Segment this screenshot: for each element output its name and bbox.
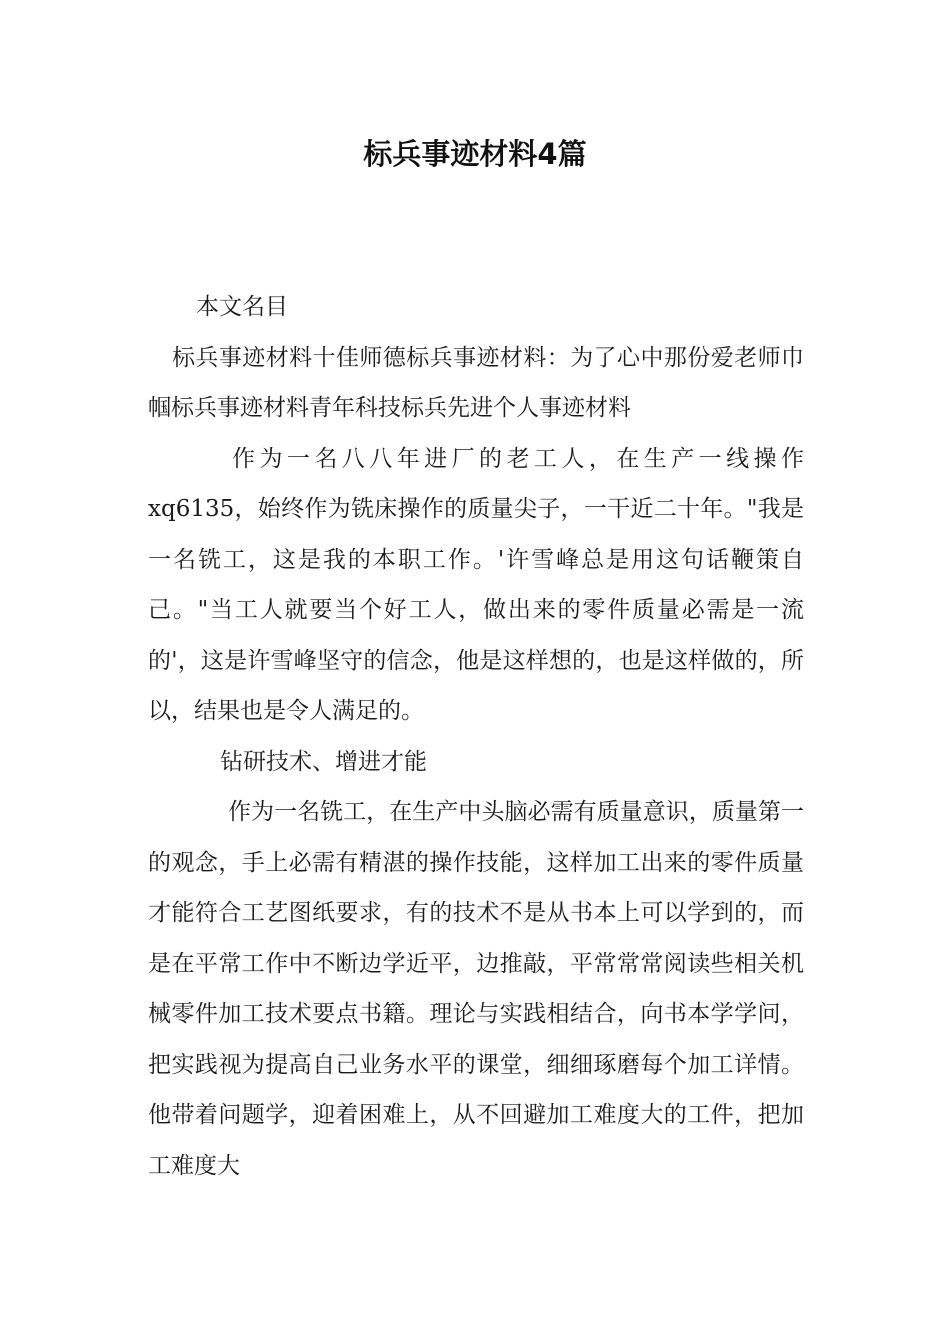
section-heading: 钻研技术、增进才能	[220, 748, 427, 775]
toc-entries: 标兵事迹材料十佳师德标兵事迹材料：为了心中那份爱老师巾帼标兵事迹材料青年科技标兵先进个人事迹材料	[148, 344, 804, 421]
document-body	[148, 282, 804, 1191]
body-paragraph-2: 作为一名铣工，在生产中头脑必需有质量意识，质量第一的观念，手上必需有精湛的操作技能，这样加工出来的零件质量才能符合工艺图纸要求，有的技术不是从书本上可以学到的，而是在平常工作中不断边学近平，边推敲，平常常常阅读些相关机械零件加工技术要点书籍。理论与实践相结合，向书本学学问，把实践视为提高自己业务水平的课堂，细细琢磨每个加工详情。他带着问题学，迎着困难上，从不回避加工难度大的工件，把加工难度大	[148, 799, 804, 1179]
body-paragraph-1: 作为一名八八年进厂的老工人，在生产一线操作xq6135，始终作为铣床操作的质量尖子，一干近二十年。"我是一名铣工，这是我的本职工作。'许雪峰总是用这句话鞭策自己。"当工人就要当个好工人，做出来的零件质量必需是一流的'，这是许雪峰坚守的信念，他是这样想的，也是这样做的，所以，结果也是令人满足的。	[148, 445, 804, 724]
toc-heading: 本文名目	[196, 294, 288, 320]
document-title: 标兵事迹材料4篇	[363, 137, 587, 171]
